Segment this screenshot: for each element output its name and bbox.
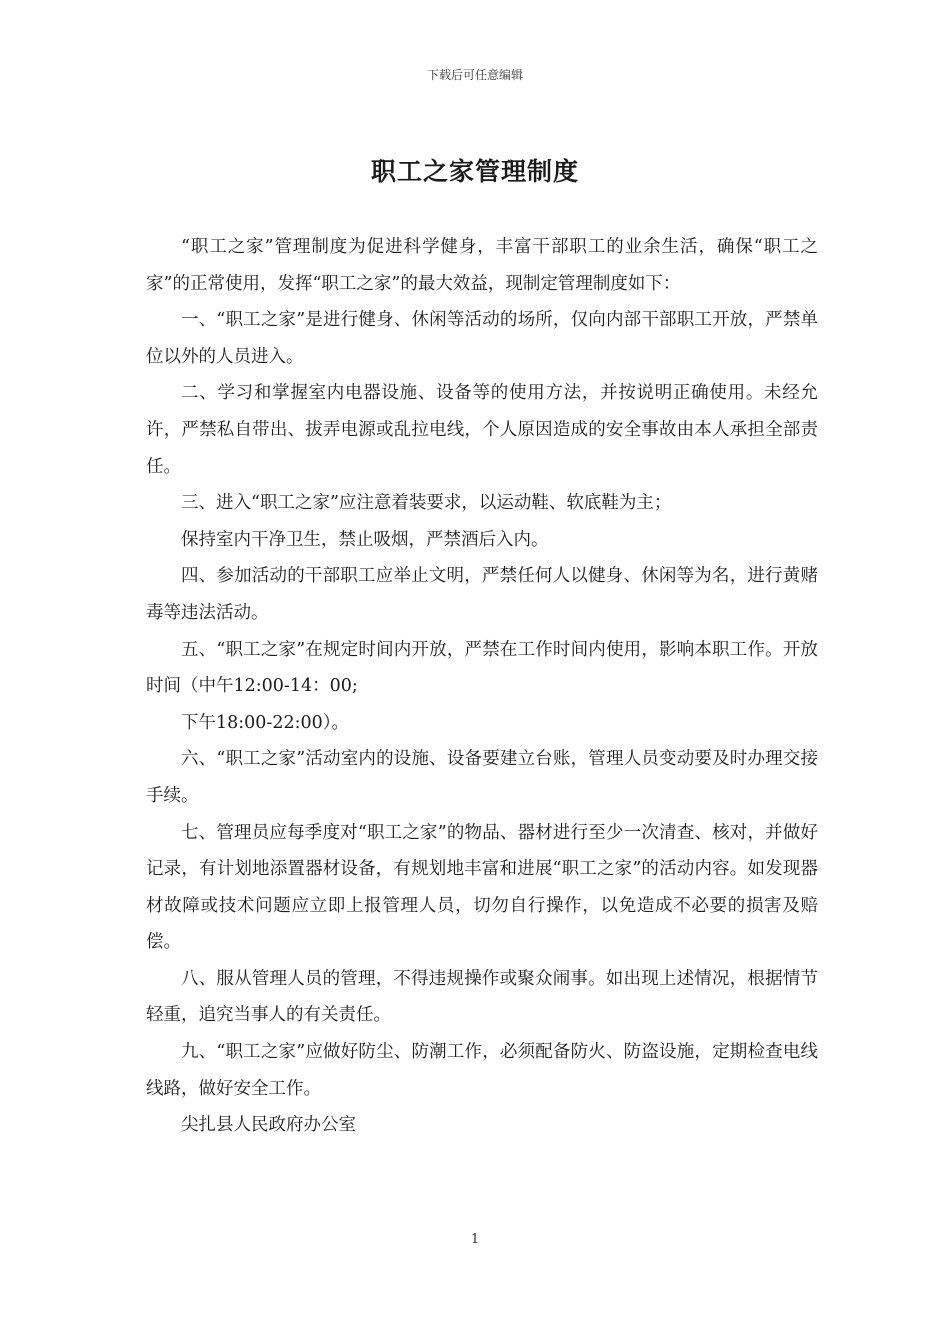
paragraph-rule-4: 四、参加活动的干部职工应举止文明，严禁任何人以健身、休闲等为名，进行黄赌毒等违法活动。 (146, 566, 818, 623)
paragraph-rule-9: 九、“职工之家”应做好防尘、防潮工作，必须配备防火、防盗设施，定期检查电线线路，做好安全工作。 (146, 1042, 818, 1099)
paragraph-rule-5: 五、“职工之家”在规定时间内开放，严禁在工作时间内使用，影响本职工作。开放时间（中午12:00-14：00; (146, 639, 818, 697)
paragraph-rule-3: 三、进入“职工之家”应注意着装要求，以运动鞋、软底鞋为主； (181, 493, 672, 514)
paragraph-rule-5-cont: 下午18:00-22:00）。 (181, 712, 350, 733)
paragraph-rule-2: 二、学习和掌握室内电器设施、设备等的使用方法，并按说明正确使用。未经允许，严禁私自带出、拔弄电源或乱拉电线，个人原因造成的安全事故由本人承担全部责任。 (146, 383, 818, 477)
paragraph-rule-6: 六、“职工之家”活动室内的设施、设备要建立台账，管理人员变动要及时办理交接手续。 (146, 749, 818, 806)
paragraph-rule-3-cont: 保持室内干净卫生，禁止吸烟，严禁酒后入内。 (181, 529, 549, 550)
document-body (146, 229, 818, 1144)
page-number: 1 (470, 1232, 480, 1247)
header-note: 下载后可任意编辑 (426, 68, 523, 82)
paragraph-rule-8: 八、服从管理人员的管理，不得违规操作或聚众闹事。如出现上述情况，根据情节轻重，追究当事人的有关责任。 (146, 968, 818, 1026)
paragraph-intro: “职工之家”管理制度为促进科学健身，丰富干部职工的业余生活，确保“职工之家”的正常使用，发挥“职工之家”的最大效益，现制定管理制度如下： (146, 237, 818, 294)
paragraph-rule-1: 一、“职工之家”是进行健身、休闲等活动的场所，仅向内部干部职工开放，严禁单位以外的人员进入。 (146, 310, 818, 367)
signature-office: 尖扎县人民政府办公室 (181, 1115, 356, 1136)
paragraph-rule-7: 七、管理员应每季度对“职工之家”的物品、器材进行至少一次清查、核对，并做好记录，有计划地添置器材设备，有规划地丰富和进展“职工之家”的活动内容。如发现器材故障或技术问题应立即上报管理人员，切勿自行操作，以免造成不必要的损害及赔偿。 (146, 822, 818, 953)
document-title: 职工之家管理制度 (370, 157, 579, 186)
